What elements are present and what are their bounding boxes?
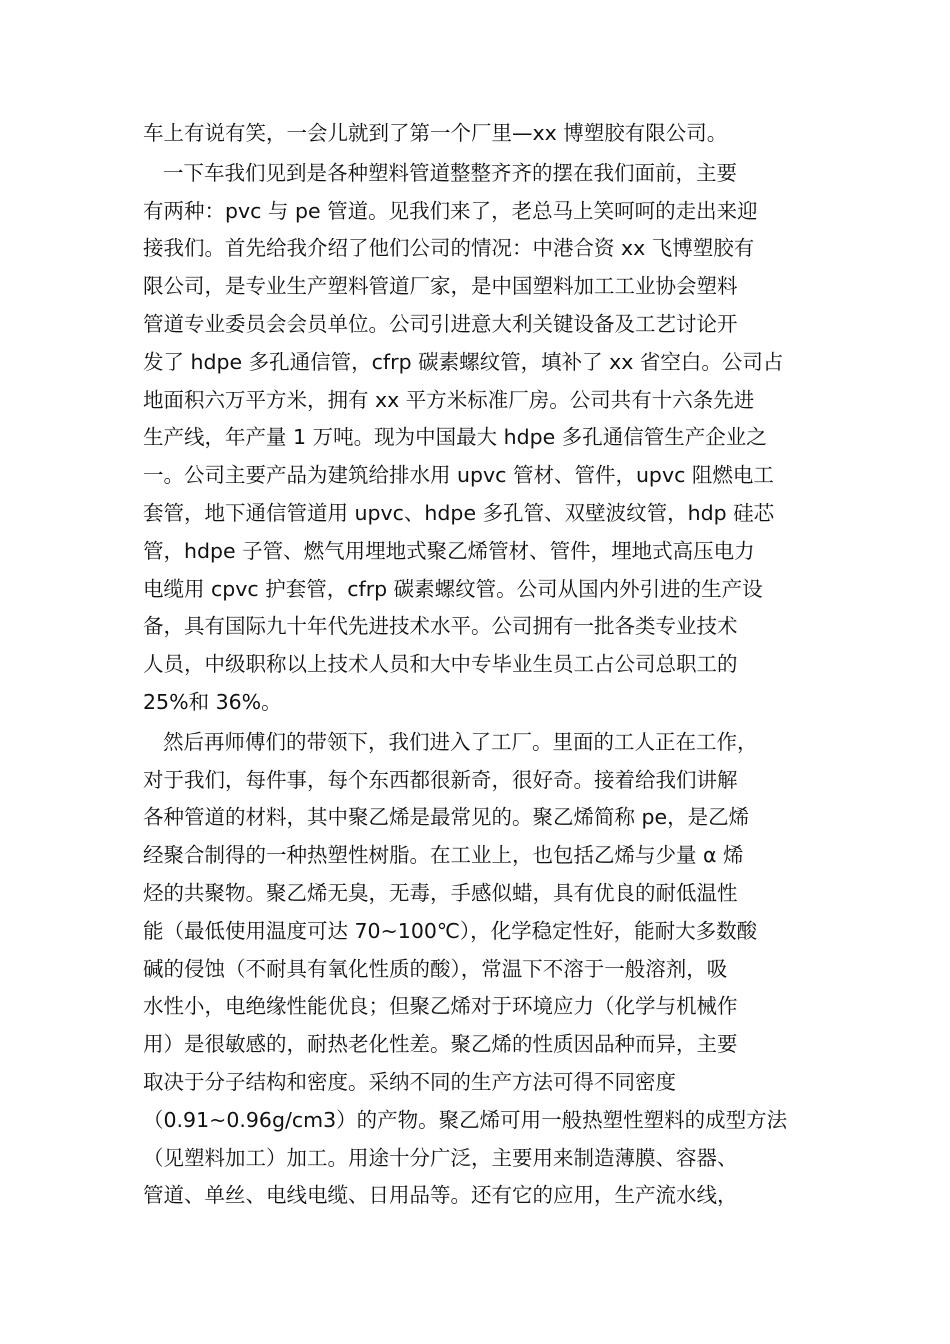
- text-line: 人员，中级职称以上技术人员和大中专毕业生员工占公司总职工的: [143, 652, 738, 677]
- text-line: 对于我们，每件事，每个东西都很新奇，很好奇。接着给我们讲解: [143, 767, 738, 792]
- text-line: 套管，地下通信管道用 upvc、hdpe 多孔管、双壁波纹管，hdp 硅芯: [143, 500, 775, 525]
- text-line: （0.91~0.96g/cm3）的产物。聚乙烯可用一般热塑性塑料的成型方法: [143, 1107, 788, 1132]
- text-line: 水性小，电绝缘性能优良；但聚乙烯对于环境应力（化学与机械作: [143, 994, 738, 1019]
- text-line: 管道、单丝、电线电缆、日用品等。还有它的应用，生产流水线，: [143, 1183, 738, 1208]
- text-line: 车上有说有笑，一会儿就到了第一个厂里—xx 博塑胶有限公司。: [143, 121, 728, 145]
- text-line: 能（最低使用温度可达 70~100℃），化学稳定性好，能耐大多数酸: [143, 918, 758, 943]
- text-line: 限公司，是专业生产塑料管道厂家，是中国塑料加工工业协会塑料: [143, 274, 738, 299]
- text-line: 经聚合制得的一种热塑性树脂。在工业上，也包括乙烯与少量 α 烯: [143, 843, 744, 868]
- text-line: 取决于分子结构和密度。采纳不同的生产方法可得不同密度: [143, 1069, 676, 1094]
- text-line: 烃的共聚物。聚乙烯无臭，无毒，手感似蜡，具有优良的耐低温性: [143, 880, 738, 905]
- text-line: 25%和 36%。: [143, 689, 282, 714]
- body-text: [143, 115, 808, 1217]
- paragraph-2: [143, 155, 808, 722]
- text-line: 备，具有国际九十年代先进技术水平。公司拥有一批各类专业技术: [143, 614, 738, 639]
- text-line: 管道专业委员会会员单位。公司引进意大利关键设备及工艺讨论开: [143, 311, 738, 336]
- text-line: 用）是很敏感的，耐热老化性差。聚乙烯的性质因品种而异，主要: [143, 1032, 738, 1057]
- text-line: 发了 hdpe 多孔通信管，cfrp 碳素螺纹管，填补了 xx 省空白。公司占: [143, 349, 784, 374]
- paragraph-3: [143, 724, 808, 1215]
- text-line: 地面积六万平方米，拥有 xx 平方米标准厂房。公司共有十六条先进: [143, 387, 755, 412]
- paragraph-1: [143, 115, 808, 153]
- text-line: 然后再师傅们的带领下，我们进入了工厂。里面的工人正在工作，: [163, 729, 758, 754]
- text-line: 有两种：pvc 与 pe 管道。见我们来了，老总马上笑呵呵的走出来迎: [143, 198, 758, 223]
- text-line: 生产线，年产量 1 万吨。现为中国最大 hdpe 多孔通信管生产企业之: [143, 425, 767, 450]
- text-line: （见塑料加工）加工。用途十分广泛，主要用来制造薄膜、容器、: [143, 1145, 738, 1170]
- text-line: 接我们。首先给我介绍了他们公司的情况：中港合资 xx 飞博塑胶有: [143, 236, 755, 261]
- text-line: 一。公司主要产品为建筑给排水用 upvc 管材、管件，upvc 阻燃电工: [143, 463, 774, 488]
- text-line: 管，hdpe 子管、燃气用埋地式聚乙烯管材、管件，埋地式高压电力: [143, 538, 755, 563]
- text-line: 电缆用 cpvc 护套管，cfrp 碳素螺纹管。公司从国内外引进的生产设: [143, 576, 763, 601]
- text-line: 一下车我们见到是各种塑料管道整整齐齐的摆在我们面前，主要: [163, 160, 737, 185]
- text-line: 各种管道的材料，其中聚乙烯是最常见的。聚乙烯简称 pe，是乙烯: [143, 805, 750, 830]
- text-line: 碱的侵蚀（不耐具有氧化性质的酸），常温下不溶于一般溶剂，吸: [143, 956, 728, 981]
